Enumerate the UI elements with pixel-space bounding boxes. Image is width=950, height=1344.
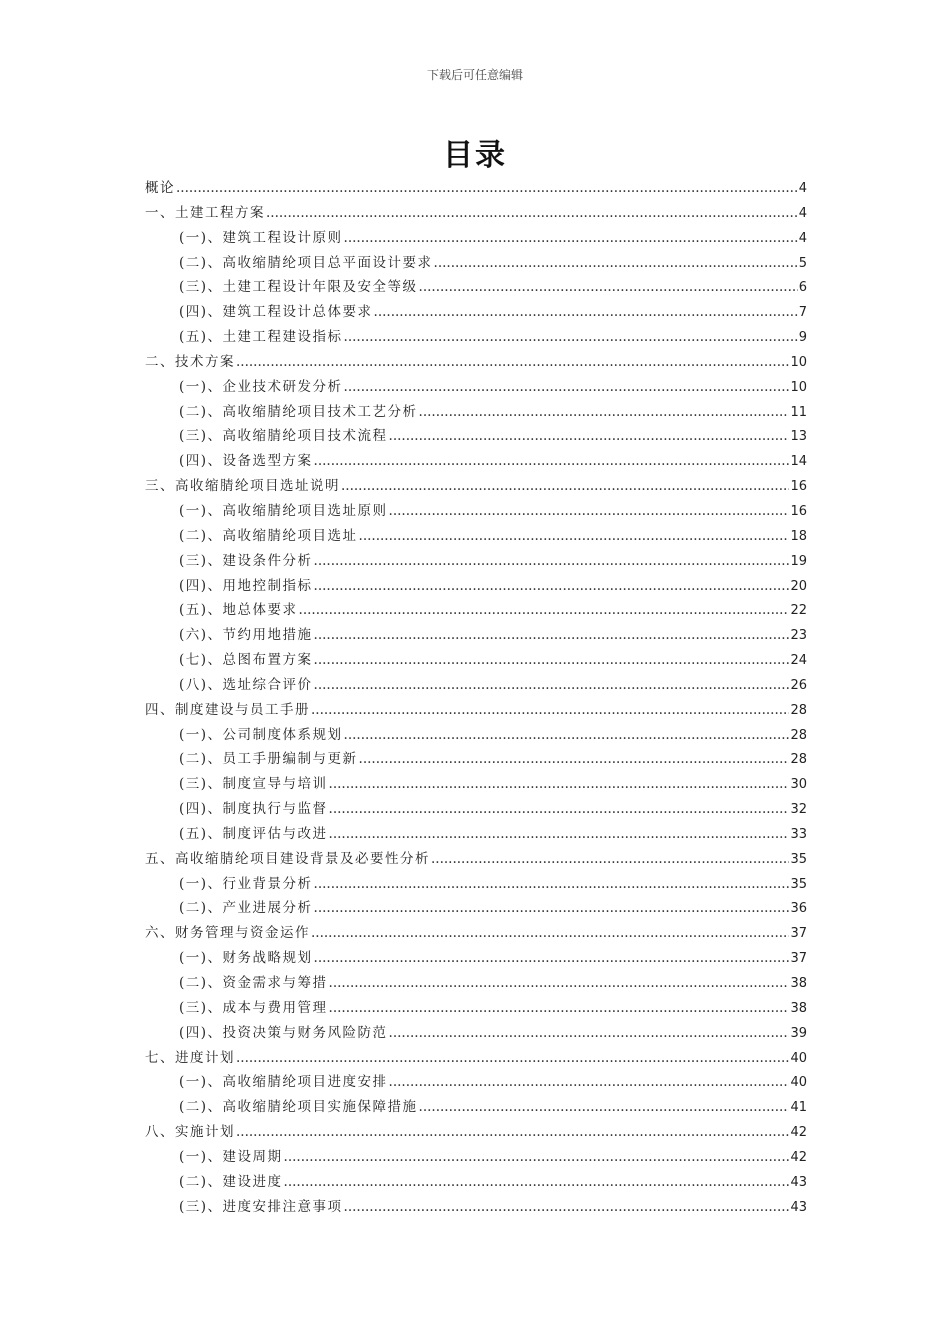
toc-entry-label: (一)、财务战略规划 [179,950,313,967]
toc-entry-page: 23 [790,628,807,644]
toc-leader-dots [329,971,790,996]
toc-entry-page: 16 [790,479,807,495]
toc-entry-page: 37 [790,951,807,967]
toc-leader-dots [314,549,790,574]
toc-leader-dots [314,623,790,648]
toc-entry-label: 四、制度建设与员工手册 [145,701,310,718]
toc-entry-page: 16 [790,503,807,519]
toc-entry-label: (二)、资金需求与筹措 [179,975,328,991]
toc-entry-label: (五)、制度评估与改进 [179,825,328,842]
toc-leader-dots [176,176,798,201]
toc-entry-page: 20 [790,578,807,594]
toc-entry[interactable] [145,350,807,375]
toc-leader-dots [236,1120,789,1145]
toc-leader-dots [344,226,798,251]
toc-entry[interactable] [145,996,807,1021]
toc-entry-label: (五)、地总体要求 [179,602,298,619]
toc-entry[interactable] [145,251,807,276]
toc-entry-page: 38 [790,1000,807,1016]
toc-entry-label: 二、技术方案 [145,353,235,370]
toc-entry-label: (二)、高收缩腈纶项目选址 [179,527,358,544]
toc-entry-page: 7 [798,305,807,321]
toc-entry[interactable] [145,1145,807,1170]
toc-entry-page: 33 [790,826,807,842]
toc-entry-page: 28 [790,702,807,718]
toc-entry-page: 9 [798,330,807,346]
toc-entry[interactable] [145,1195,807,1220]
toc-entry-page: 28 [790,752,807,768]
toc-leader-dots [359,524,790,549]
toc-entry-label: (二)、建设进度 [179,1173,283,1190]
toc-entry-label: (三)、土建工程设计年限及安全等级 [179,279,418,296]
toc-entry[interactable] [145,946,807,971]
toc-entry[interactable] [145,400,807,425]
toc-entry-label: (四)、投资决策与财务风险防范 [179,1024,388,1041]
toc-entry[interactable] [145,1095,807,1120]
toc-entry-page: 35 [790,851,807,867]
toc-leader-dots [329,996,790,1021]
toc-entry[interactable] [145,1046,807,1071]
toc-entry[interactable] [145,375,807,400]
toc-entry[interactable] [145,648,807,673]
toc-entry-page: 4 [798,181,807,196]
toc-entry-label: (一)、高收缩腈纶项目选址原则 [179,502,388,519]
toc-entry-label: (二)、高收缩腈纶项目总平面设计要求 [179,254,433,271]
toc-entry-page: 28 [790,727,807,743]
toc-entry[interactable] [145,1070,807,1095]
header-note: 下载后可任意编辑 [426,68,523,82]
toc-entry-page: 43 [790,1199,807,1215]
toc-leader-dots [314,946,790,971]
toc-leader-dots [314,574,790,599]
toc-entry-page: 4 [798,230,807,246]
toc-entry-page: 26 [790,677,807,693]
page-title: 目录 [443,138,507,173]
toc-entry-label: (三)、高收缩腈纶项目技术流程 [179,428,388,445]
toc-entry[interactable] [145,201,807,226]
toc-entry-label: (六)、节约用地措施 [179,627,313,644]
toc-entry-label: (三)、成本与费用管理 [179,999,328,1016]
toc-entry[interactable] [145,449,807,474]
toc-entry[interactable] [145,847,807,872]
toc-entry[interactable] [145,598,807,623]
toc-entry-label: (二)、员工手册编制与更新 [179,751,358,768]
toc-leader-dots [314,648,790,673]
toc-leader-dots [299,598,790,623]
toc-leader-dots [374,300,798,325]
toc-entry-label: 一、土建工程方案 [145,204,265,221]
toc-leader-dots [314,673,790,698]
toc-leader-dots [314,872,790,897]
toc-leader-dots [314,896,790,921]
toc-leader-dots [419,1095,790,1120]
toc-entry[interactable] [145,226,807,251]
toc-leader-dots [389,424,790,449]
toc-leader-dots [344,325,798,350]
toc-entry-page: 10 [790,354,807,370]
toc-entry-label: (一)、公司制度体系规划 [179,726,343,743]
toc-entry[interactable] [145,921,807,946]
toc-entry[interactable] [145,797,807,822]
toc-entry-page: 10 [790,379,807,395]
toc-leader-dots [389,1070,790,1095]
toc-entry-label: 三、高收缩腈纶项目选址说明 [145,478,340,495]
toc-leader-dots [434,251,798,276]
toc-entry-label: (五)、土建工程建设指标 [179,329,343,346]
toc-entry[interactable] [145,176,807,201]
table-of-contents [145,176,807,1219]
toc-entry-label: (四)、建筑工程设计总体要求 [179,304,373,321]
toc-entry-label: (一)、建筑工程设计原则 [179,229,343,246]
toc-leader-dots [341,474,789,499]
toc-leader-dots [311,698,789,723]
toc-leader-dots [329,797,790,822]
toc-entry-page: 11 [790,404,807,420]
toc-leader-dots [284,1170,790,1195]
toc-entry-label: (四)、制度执行与监督 [179,801,328,818]
toc-entry[interactable] [145,574,807,599]
toc-leader-dots [314,449,790,474]
toc-leader-dots [329,772,790,797]
toc-entry-label: (七)、总图布置方案 [179,652,313,669]
toc-entry-label: (一)、企业技术研发分析 [179,378,343,395]
toc-leader-dots [284,1145,790,1170]
toc-leader-dots [419,400,790,425]
toc-entry-page: 41 [790,1100,807,1116]
toc-entry-label: (三)、建设条件分析 [179,552,313,569]
toc-entry-page: 40 [790,1050,807,1066]
toc-entry-page: 36 [790,901,807,917]
toc-entry[interactable] [145,896,807,921]
toc-entry-label: (一)、高收缩腈纶项目进度安排 [179,1074,388,1091]
toc-entry[interactable] [145,499,807,524]
toc-leader-dots [389,1021,790,1046]
toc-entry[interactable] [145,772,807,797]
toc-leader-dots [389,499,790,524]
toc-entry-page: 35 [790,876,807,892]
toc-entry-page: 14 [790,454,807,470]
toc-entry-label: (二)、产业进展分析 [179,900,313,917]
toc-entry-label: 五、高收缩腈纶项目建设背景及必要性分析 [145,850,430,867]
toc-entry[interactable] [145,872,807,897]
toc-entry[interactable] [145,723,807,748]
toc-entry-label: (二)、高收缩腈纶项目实施保障措施 [179,1099,418,1116]
toc-leader-dots [236,350,789,375]
toc-entry-label: (八)、选址综合评价 [179,676,313,693]
toc-entry-label: (一)、建设周期 [179,1148,283,1165]
toc-entry-label: (一)、行业背景分析 [179,875,313,892]
toc-leader-dots [329,822,790,847]
toc-entry[interactable] [145,300,807,325]
toc-entry-page: 24 [790,653,807,669]
toc-entry-label: 概论 [145,180,175,196]
toc-entry[interactable] [145,474,807,499]
toc-leader-dots [359,747,790,772]
toc-entry-label: (三)、进度安排注意事项 [179,1198,343,1215]
toc-entry-page: 6 [798,280,807,296]
toc-entry-label: (四)、设备选型方案 [179,453,313,470]
toc-entry-page: 18 [790,528,807,544]
toc-entry[interactable] [145,424,807,449]
toc-entry-page: 42 [790,1149,807,1165]
toc-entry-page: 19 [790,553,807,569]
toc-entry[interactable] [145,325,807,350]
toc-entry-label: (二)、高收缩腈纶项目技术工艺分析 [179,403,418,420]
toc-entry[interactable] [145,1021,807,1046]
toc-entry-page: 37 [790,926,807,942]
toc-entry[interactable] [145,623,807,648]
toc-entry-page: 43 [790,1174,807,1190]
toc-entry-page: 5 [798,255,807,271]
toc-entry[interactable] [145,1120,807,1145]
toc-entry[interactable] [145,822,807,847]
toc-leader-dots [266,201,798,226]
toc-entry[interactable] [145,698,807,723]
toc-leader-dots [419,275,798,300]
toc-leader-dots [344,723,790,748]
toc-entry-label: (四)、用地控制指标 [179,577,313,594]
toc-leader-dots [431,847,789,872]
toc-entry[interactable] [145,747,807,772]
toc-entry-label: 七、进度计划 [145,1049,235,1066]
toc-entry-label: 六、财务管理与资金运作 [145,925,310,942]
toc-leader-dots [344,375,790,400]
toc-leader-dots [236,1046,789,1071]
toc-entry-label: (三)、制度宣导与培训 [179,776,328,793]
toc-entry-page: 13 [790,429,807,445]
toc-entry[interactable] [145,673,807,698]
toc-entry-page: 38 [790,976,807,991]
toc-entry[interactable] [145,971,807,996]
toc-entry-page: 42 [790,1125,807,1141]
toc-entry[interactable] [145,1170,807,1195]
toc-entry-page: 30 [790,777,807,793]
toc-entry-page: 22 [790,603,807,619]
toc-entry-page: 32 [790,802,807,818]
toc-entry-page: 40 [790,1075,807,1091]
toc-entry-label: 八、实施计划 [145,1124,235,1141]
toc-entry[interactable] [145,524,807,549]
toc-leader-dots [311,921,789,946]
toc-entry-page: 39 [790,1025,807,1041]
toc-entry-page: 4 [798,205,807,221]
toc-leader-dots [344,1195,790,1220]
toc-entry[interactable] [145,549,807,574]
toc-entry[interactable] [145,275,807,300]
